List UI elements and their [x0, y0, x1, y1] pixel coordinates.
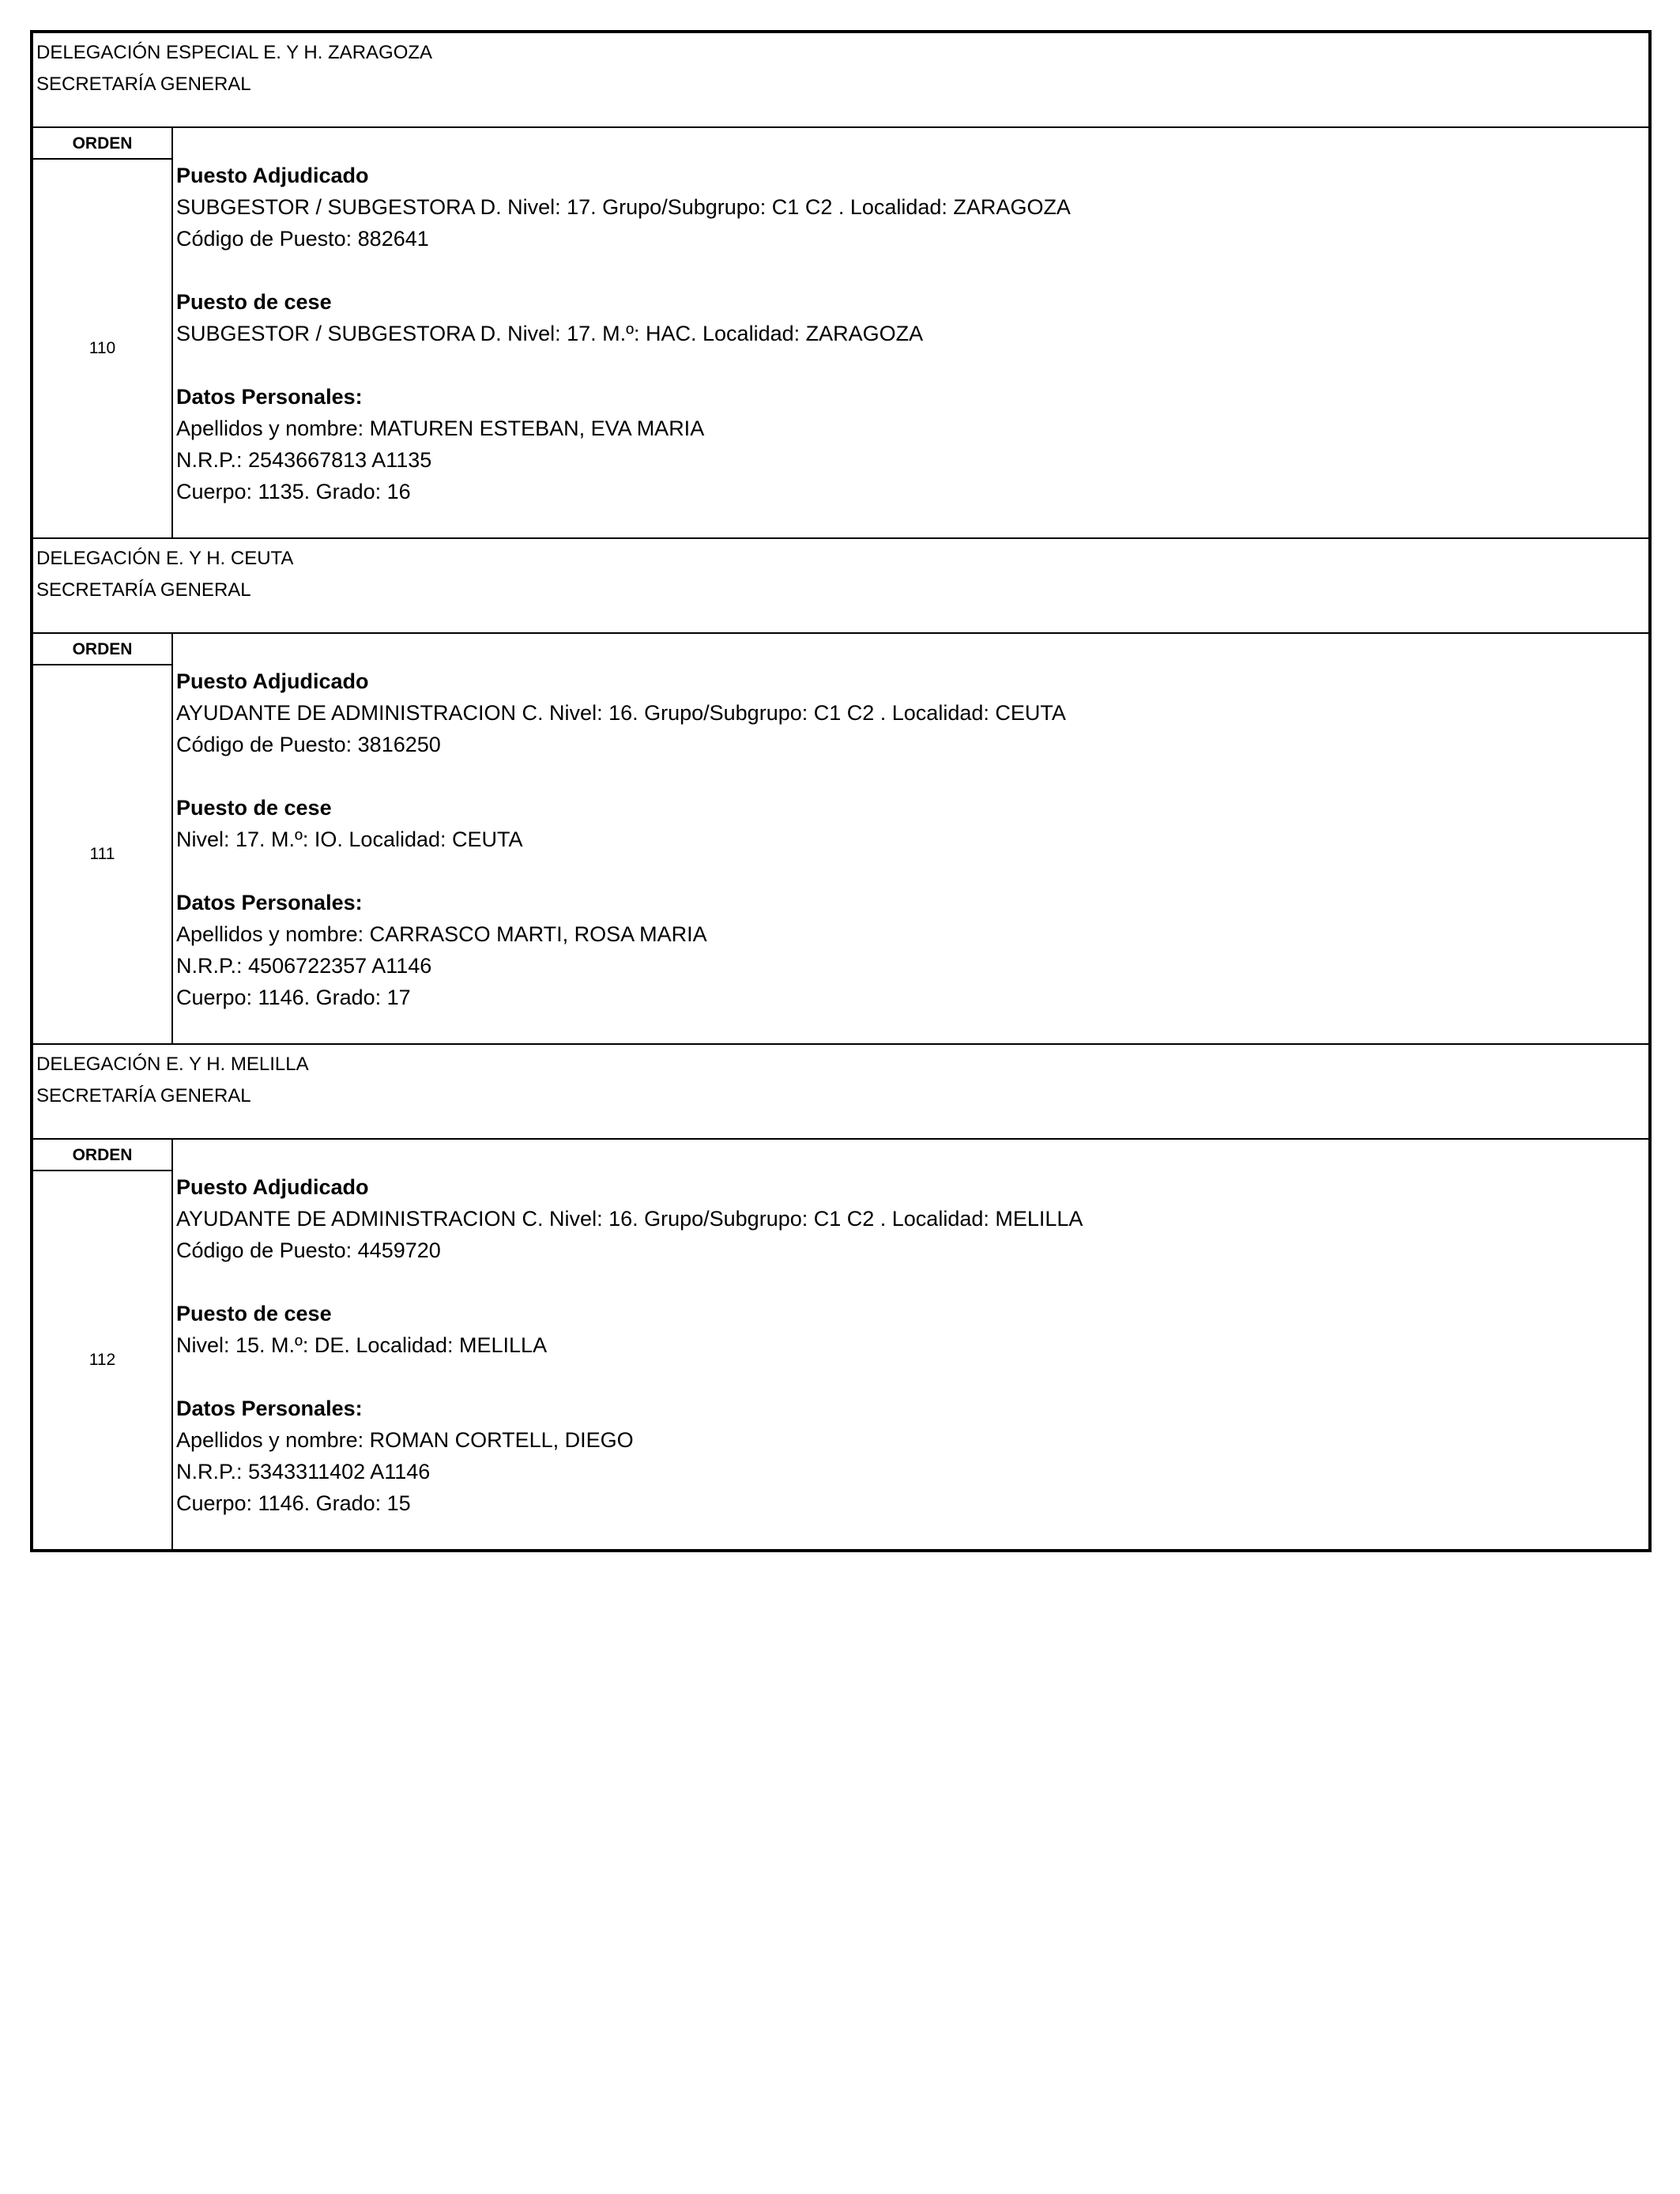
cuerpo-grado: Cuerpo: 1146. Grado: 17: [176, 986, 411, 1009]
delegacion-title: DELEGACIÓN ESPECIAL E. Y H. ZARAGOZA: [36, 42, 433, 63]
orden-column: [33, 128, 173, 537]
orden-label: ORDEN: [33, 1140, 171, 1171]
nrp: N.R.P.: 5343311402 A1146: [176, 1460, 431, 1483]
assignment-details: [173, 634, 1648, 1043]
puesto-cese-heading: Puesto de cese: [176, 796, 332, 820]
orden-number: 110: [89, 339, 116, 357]
puesto-adjudicado-line: SUBGESTOR / SUBGESTORA D. Nivel: 17. Grupo/Subgrupo: C1 C2 . Localidad: ZARAGOZA: [176, 195, 1071, 219]
section-melilla: [33, 1043, 1648, 1549]
datos-personales-heading: Datos Personales:: [176, 385, 363, 409]
spacer: [176, 760, 1648, 792]
section-body: [33, 634, 1648, 1043]
orden-number: 111: [89, 845, 115, 863]
secretaria-title: SECRETARÍA GENERAL: [36, 74, 251, 95]
nrp: N.R.P.: 4506722357 A1146: [176, 954, 432, 978]
puesto-cese-line: SUBGESTOR / SUBGESTORA D. Nivel: 17. M.º: HAC. Localidad: ZARAGOZA: [176, 322, 924, 345]
section-ceuta: [33, 537, 1648, 1043]
section-header: [33, 33, 1648, 128]
spacer: [176, 855, 1648, 887]
spacer: [176, 254, 1648, 286]
apellidos-nombre: Apellidos y nombre: ROMAN CORTELL, DIEGO: [176, 1428, 634, 1452]
spacer: [176, 1361, 1648, 1393]
orden-label: ORDEN: [33, 634, 171, 665]
secretaria-title: SECRETARÍA GENERAL: [36, 1085, 251, 1106]
puesto-cese-line: Nivel: 17. M.º: IO. Localidad: CEUTA: [176, 827, 523, 851]
delegacion-title: DELEGACIÓN E. Y H. CEUTA: [36, 548, 294, 569]
apellidos-nombre: Apellidos y nombre: MATUREN ESTEBAN, EVA MARIA: [176, 417, 705, 440]
puesto-adjudicado-heading: Puesto Adjudicado: [176, 1175, 369, 1199]
assignment-details: [173, 1140, 1648, 1549]
orden-column: [33, 634, 173, 1043]
codigo-puesto: Código de Puesto: 4459720: [176, 1238, 441, 1262]
delegacion-title: DELEGACIÓN E. Y H. MELILLA: [36, 1054, 309, 1075]
puesto-adjudicado-heading: Puesto Adjudicado: [176, 164, 369, 187]
orden-number: 112: [89, 1351, 116, 1369]
assignment-details: [173, 128, 1648, 537]
orden-label: ORDEN: [33, 128, 171, 160]
spacer: [176, 1266, 1648, 1298]
puesto-cese-line: Nivel: 15. M.º: DE. Localidad: MELILLA: [176, 1333, 548, 1357]
puesto-adjudicado-line: AYUDANTE DE ADMINISTRACION C. Nivel: 16. Grupo/Subgrupo: C1 C2 . Localidad: MELILLA: [176, 1207, 1083, 1231]
section-header: [33, 539, 1648, 634]
puesto-cese-heading: Puesto de cese: [176, 290, 332, 314]
codigo-puesto: Código de Puesto: 3816250: [176, 733, 441, 756]
section-body: [33, 1140, 1648, 1549]
section-header: [33, 1045, 1648, 1140]
cuerpo-grado: Cuerpo: 1135. Grado: 16: [176, 480, 411, 503]
apellidos-nombre: Apellidos y nombre: CARRASCO MARTI, ROSA MARIA: [176, 922, 707, 946]
secretaria-title: SECRETARÍA GENERAL: [36, 579, 251, 601]
puesto-adjudicado-line: AYUDANTE DE ADMINISTRACION C. Nivel: 16. Grupo/Subgrupo: C1 C2 . Localidad: CEUTA: [176, 701, 1066, 725]
section-zaragoza: [33, 33, 1648, 537]
cuerpo-grado: Cuerpo: 1146. Grado: 15: [176, 1491, 411, 1515]
datos-personales-heading: Datos Personales:: [176, 891, 363, 914]
nrp: N.R.P.: 2543667813 A1135: [176, 448, 432, 472]
section-body: [33, 128, 1648, 537]
codigo-puesto: Código de Puesto: 882641: [176, 227, 429, 251]
puesto-cese-heading: Puesto de cese: [176, 1302, 332, 1325]
puesto-adjudicado-heading: Puesto Adjudicado: [176, 669, 369, 693]
datos-personales-heading: Datos Personales:: [176, 1397, 363, 1420]
orden-column: [33, 1140, 173, 1549]
document-table: [30, 30, 1652, 1552]
spacer: [176, 349, 1648, 381]
